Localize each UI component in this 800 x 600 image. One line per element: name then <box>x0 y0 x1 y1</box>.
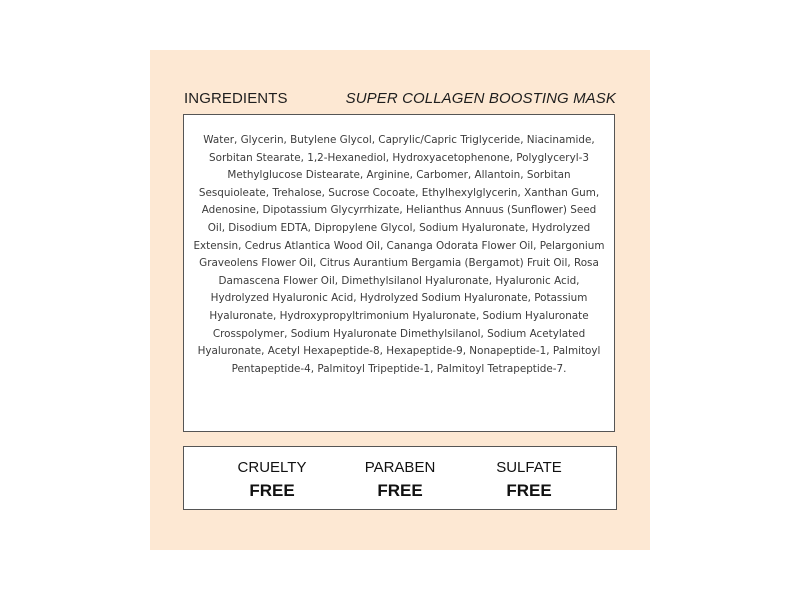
product-name-heading: SUPER COLLAGEN BOOSTING MASK <box>345 89 616 107</box>
claim-label: CRUELTY <box>237 459 307 476</box>
claim-free-label: FREE <box>506 481 552 500</box>
free-from-claims-box <box>183 446 617 510</box>
sulfate-free-claim <box>474 458 584 502</box>
claim-free-label: FREE <box>249 481 295 500</box>
claim-label: SULFATE <box>496 459 562 476</box>
panel-header <box>184 87 616 109</box>
ingredients-heading: INGREDIENTS <box>184 89 288 107</box>
ingredients-list-text: Water, Glycerin, Butylene Glycol, Caprylic/Capric Triglyceride, Niacinamide, Sorbitan Stearate, 1,2-Hexanediol, Hydroxyacetophenone, Polyglyceryl-3 Methylglucose Distearate, Arginine, Carbomer, Allantoin, Sorbitan Sesquioleate, Trehalose, Sucrose Cocoate, Ethylhexylglycerin, Xanthan Gum, Adenosine, Dipotassium Glycyrrhizate, Helianthus Annuus (Sunflower) Seed Oil, Disodium EDTA, Dipropylene Glycol, Sodium Hyaluronate, Hydrolyzed Extensin, Cedrus Atlantica Wood Oil, Cananga Odorata Flower Oil, Pelargonium Graveolens Flower Oil, Citrus Aurantium Bergamia (Bergamot) Fruit Oil, Rosa Damascena Flower Oil, Dimethylsilanol Hyaluronate, Hyaluronic Acid, Hydrolyzed Hyaluronic Acid, Hydrolyzed Sodium Hyaluronate, Potassium Hyaluronate, Hydroxypropyltrimonium Hyaluronate, Sodium Hyaluronate Crosspolymer, Sodium Hyaluronate Dimethylsilanol, Sodium Acetylated Hyaluronate, Acetyl Hexapeptide-8, Hexapeptide-9, Nonapeptide-1, Palmitoyl Pentapeptide-4, Palmitoyl Tripeptide-1, Palmitoyl Tetrapeptide-7. <box>193 134 605 375</box>
claim-free-label: FREE <box>377 481 423 500</box>
claim-label: PARABEN <box>364 459 436 476</box>
ingredients-list-box <box>183 114 615 432</box>
ingredients-panel <box>150 50 650 550</box>
paraben-free-claim <box>345 458 455 502</box>
cruelty-free-claim <box>217 458 327 502</box>
